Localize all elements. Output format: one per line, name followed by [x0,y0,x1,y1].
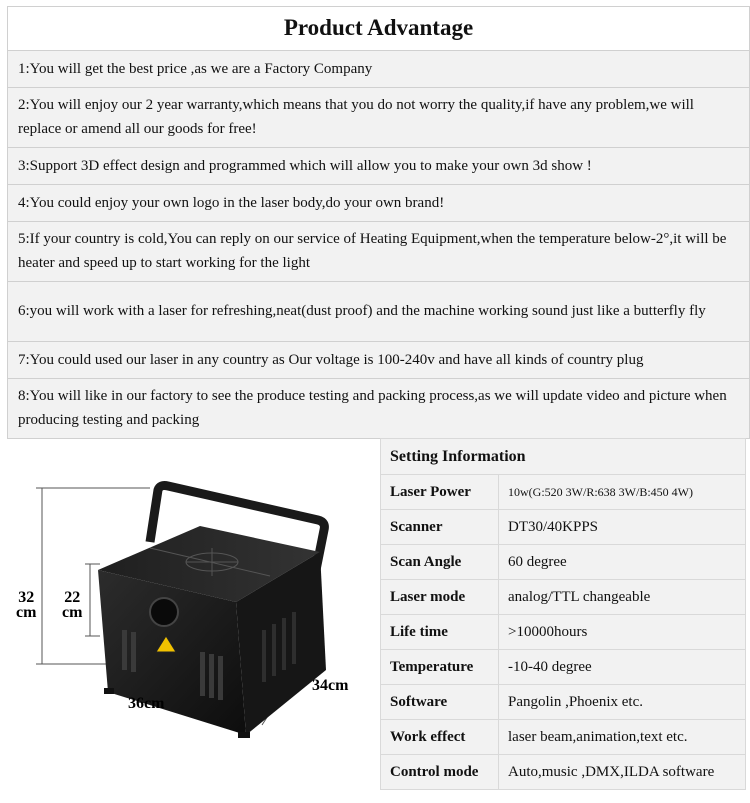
laser-aperture [150,598,178,626]
setting-label: Scanner [381,510,499,545]
setting-label: Scan Angle [381,545,499,580]
advantage-item-7: 7:You could used our laser in any country as Our voltage is 100-240v and have all kinds of country plug [8,342,750,379]
setting-row [381,650,746,685]
setting-value: -10-40 degree [499,650,746,685]
setting-value: Auto,music ,DMX,ILDA software [499,755,746,790]
setting-label: Control mode [381,755,499,790]
setting-value: 60 degree [499,545,746,580]
setting-row [381,685,746,720]
setting-label: Laser mode [381,580,499,615]
setting-information-title: Setting Information [381,439,746,475]
setting-value: analog/TTL changeable [499,580,746,615]
setting-value: laser beam,animation,text etc. [499,720,746,755]
advantage-item-4: 4:You could enjoy your own logo in the laser body,do your own brand! [8,185,750,222]
advantage-item-8: 8:You will like in our factory to see the produce testing and packing process,as we will update video and picture when producing testing and packing [8,379,750,439]
laser-projector-illustration [0,430,375,798]
setting-row [381,475,746,510]
product-advantage-table [7,6,750,439]
advantage-item-1: 1:You will get the best price ,as we are a Factory Company [8,51,750,88]
setting-value: Pangolin ,Phoenix etc. [499,685,746,720]
product-advantage-title: Product Advantage [8,7,750,51]
depth-label: 34cm [312,677,349,694]
setting-value: 10w(G:520 3W/R:638 3W/B:450 4W) [499,475,746,510]
setting-row [381,720,746,755]
inner-height-label: 22 cm [62,589,83,621]
setting-row [381,510,746,545]
setting-row [381,580,746,615]
setting-label: Laser Power [381,475,499,510]
setting-label: Work effect [381,720,499,755]
setting-row [381,615,746,650]
advantage-item-6: 6:you will work with a laser for refreshing,neat(dust proof) and the machine working sound just like a butterfly fly [8,282,750,342]
setting-row [381,545,746,580]
advantage-item-5: 5:If your country is cold,You can reply on our service of Heating Equipment,when the temperature below-2°,it will be heater and speed up to start working for the light [8,222,750,282]
setting-label: Life time [381,615,499,650]
advantage-item-3: 3:Support 3D effect design and programmed which will allow you to make your own 3d show ! [8,148,750,185]
setting-value: DT30/40KPPS [499,510,746,545]
setting-label: Temperature [381,650,499,685]
outer-height-label: 32 cm [16,589,37,621]
setting-label: Software [381,685,499,720]
setting-information-table [380,438,746,790]
setting-value: >10000hours [499,615,746,650]
product-figure [0,430,375,798]
setting-row [381,755,746,790]
advantage-item-2: 2:You will enjoy our 2 year warranty,which means that you do not worry the quality,if have any problem,we will replace or amend all our goods for free! [8,88,750,148]
width-label: 36cm [128,695,165,712]
